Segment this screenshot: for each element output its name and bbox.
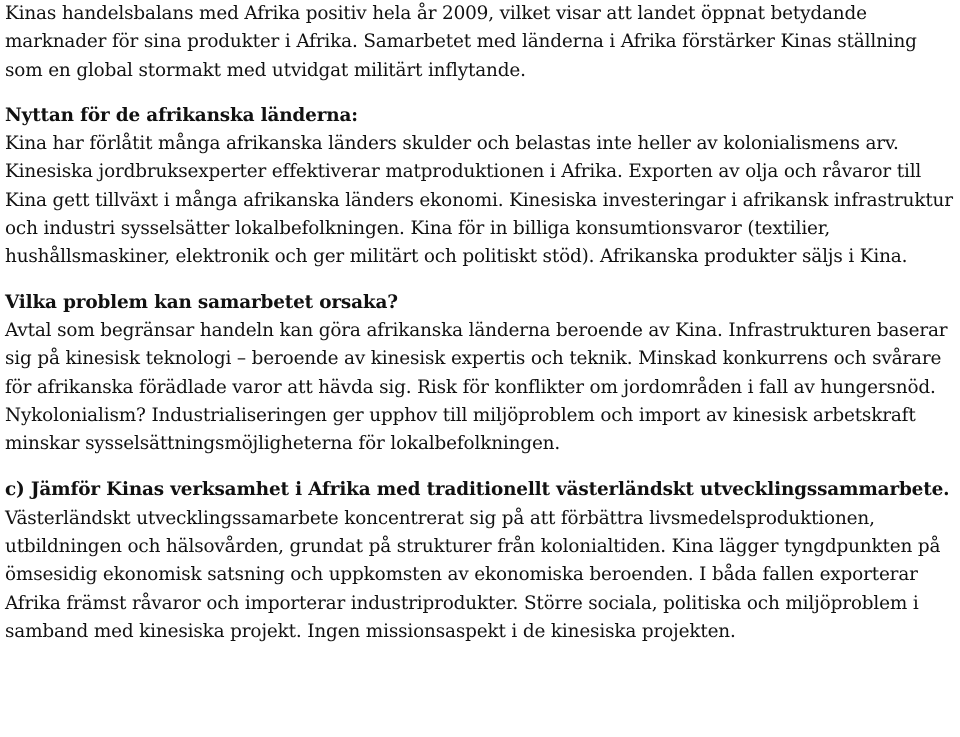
section-body-benefits: Kina har förlåtit många afrikanska länders skulder och belastas inte heller av kolonialismens arv. Kinesiska jordbruksexperter effektiverar matproduktionen i Afrika. Exporten av olja och råvaror till Kina gett tillväxt i många afrikanska länders ekonomi. Kinesiska investeringar i afrikansk infrastruktur och industri sysselsätter lokalbefolkningen. Kina för in billiga konsumtionsvaror (textilier, hushållsmaskiner, elektronik och ger militärt och politiskt stöd). Afrikanska produkter säljs i Kina. bbox=[5, 133, 953, 268]
section-problems bbox=[5, 289, 957, 459]
section-benefits bbox=[5, 102, 957, 272]
section-comparison bbox=[5, 476, 957, 646]
section-heading-comparison: c) Jämför Kinas verksamhet i Afrika med traditionellt västerländskt utvecklingssammarbete. bbox=[5, 479, 950, 501]
spacer bbox=[5, 85, 957, 102]
section-heading-problems: Vilka problem kan samarbetet orsaka? bbox=[5, 291, 398, 313]
section-body-comparison: Västerländskt utvecklingssamarbete koncentrerat sig på att förbättra livsmedelsproduktionen, utbildningen och hälsovården, grundat på strukturer från kolonialtiden. Kina lägger tyngdpunkten på ömsesidig ekonomisk satsning och uppkomsten av ekonomiska beroenden. I båda fallen exporterar Afrika främst råvaror och importerar industriprodukter. Större sociala, politiska och miljöproblem i samband med kinesiska projekt. Ingen missionsaspekt i de kinesiska projekten. bbox=[5, 507, 941, 642]
spacer bbox=[5, 458, 957, 476]
spacer bbox=[5, 272, 957, 289]
section-heading-benefits: Nyttan för de afrikanska länderna: bbox=[5, 104, 358, 126]
document-page bbox=[5, 0, 957, 646]
section-body-problems: Avtal som begränsar handeln kan göra afrikanska länderna beroende av Kina. Infrastrukturen baserar sig på kinesisk teknologi – beroende av kinesisk expertis och teknik. Minskad konkurrens och svårare för afrikanska förädlade varor att hävda sig. Risk för konflikter om jordområden i fall av hungersnöd. Nykolonialism? Industrialiseringen ger upphov till miljöproblem och import av kinesisk arbetskraft minskar sysselsättningsmöjligheterna för lokalbefolkningen. bbox=[5, 319, 948, 455]
intro-paragraph: Kinas handelsbalans med Afrika positiv hela år 2009, vilket visar att landet öppnat betydande marknader för sina produkter i Afrika. Samarbetet med länderna i Afrika förstärker Kinas ställning som en global stormakt med utvidgat militärt inflytande. bbox=[5, 3, 917, 81]
